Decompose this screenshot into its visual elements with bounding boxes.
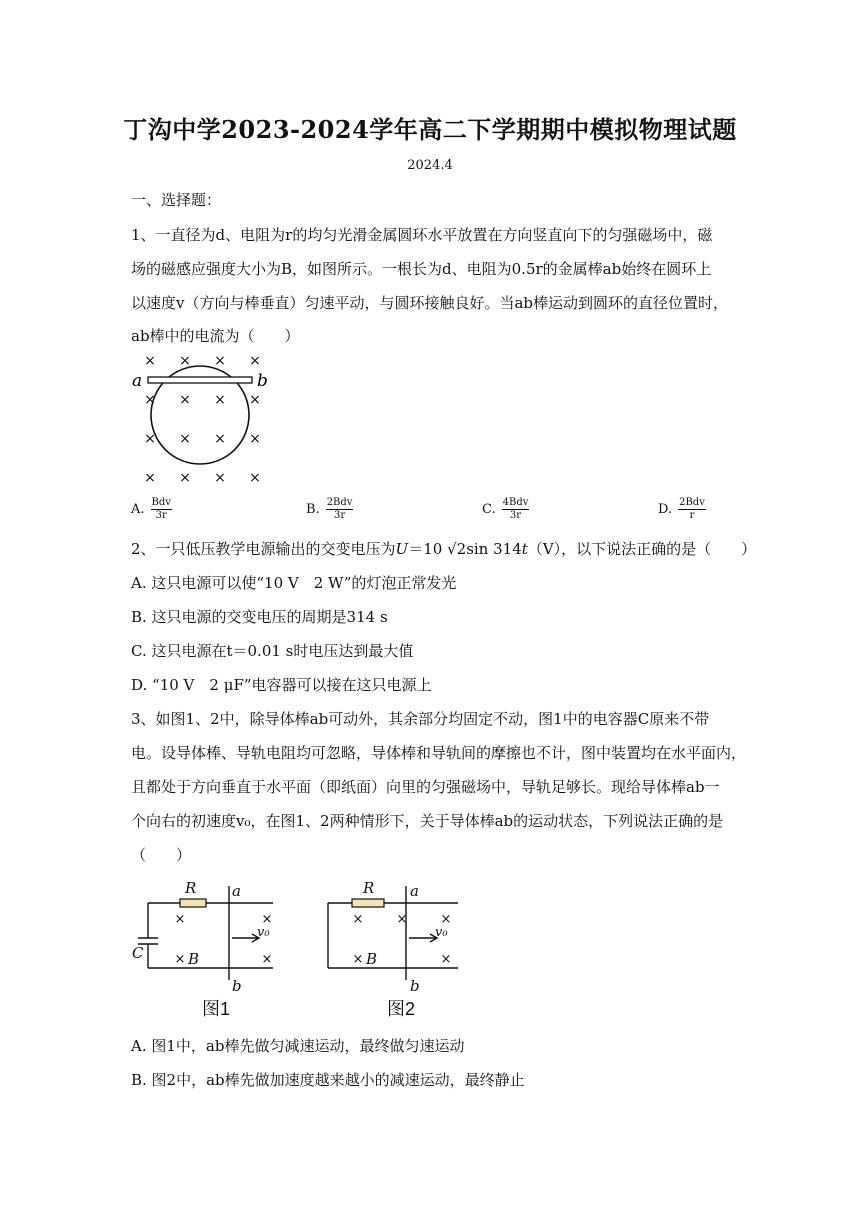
- metal-rod: [148, 377, 252, 383]
- svg-text:C: C: [132, 944, 144, 962]
- q3-stem-line-2: 电。设导体棒、导轨电阻均可忽略，导体棒和导轨间的摩擦也不计，图中装置均在水平面内，: [131, 744, 747, 762]
- field-mark: ×: [179, 470, 191, 486]
- field-mark: ×: [214, 392, 226, 408]
- q1-stem-line-1: 1、一直径为d、电阻为r的均匀光滑金属圆环水平放置在方向竖直向下的匀强磁场中，磁: [131, 226, 713, 244]
- q1-option-a: A. $\frac{\text{Bdv}}{3r}$: [131, 497, 171, 521]
- svg-text:a: a: [232, 882, 241, 900]
- field-mark: ×: [174, 952, 186, 967]
- field-mark: ×: [144, 353, 156, 369]
- q3-stem-line-4: 个向右的初速度v₀，在图1、2两种情形下，关于导体棒ab的运动状态，下列说法正确的是: [131, 812, 724, 830]
- field-mark: ×: [214, 431, 226, 447]
- svg-text:b: b: [232, 977, 242, 995]
- field-mark: ×: [249, 392, 261, 408]
- field-mark: ×: [174, 912, 186, 927]
- field-mark: ×: [249, 353, 261, 369]
- svg-text:b: b: [410, 977, 420, 995]
- q2-option-b: B. 这只电源的交变电压的周期是314 s: [131, 608, 388, 626]
- q2-option-a: A. 这只电源可以使“10 V 2 W”的灯泡正常发光: [131, 574, 457, 592]
- svg-text:v₀: v₀: [257, 925, 270, 940]
- svg-text:图2: 图2: [386, 999, 416, 1019]
- svg-text:B: B: [366, 950, 378, 968]
- svg-text:v₀: v₀: [435, 925, 448, 940]
- q1-option-d: D. $\frac{\text{2Bdv}}{r}$: [658, 497, 705, 521]
- q3-stem-line-3: 且都处于方向垂直于水平面（即纸面）向里的匀强磁场中，导轨足够长。现给导体棒ab一: [131, 778, 720, 796]
- field-mark: ×: [249, 470, 261, 486]
- q3-option-b: B. 图2中，ab棒先做加速度越来越小的减速运动，最终静止: [131, 1071, 525, 1089]
- field-mark: ×: [214, 353, 226, 369]
- exam-title: 丁沟中学2023-2024学年高二下学期期中模拟物理试题: [123, 115, 737, 144]
- q2-option-c: C. 这只电源在t＝0.01 s时电压达到最大值: [131, 642, 414, 660]
- field-mark: ×: [144, 470, 156, 486]
- field-mark: ×: [144, 392, 156, 408]
- q3-stem-line-5: （ ）: [131, 846, 192, 864]
- q1-option-b: B. $\frac{\text{2Bdv}}{3r}$: [306, 497, 353, 521]
- section-heading: 一、选择题：: [131, 191, 222, 209]
- q2-option-d: D. “10 V 2 μF”电容器可以接在这只电源上: [131, 676, 432, 694]
- field-mark: ×: [179, 431, 191, 447]
- q3-stem-line-1: 3、如图1、2中，除导体棒ab可动外，其余部分均固定不动，图1中的电容器C原来不带: [131, 710, 710, 728]
- field-mark: ×: [144, 431, 156, 447]
- q1-stem-line-2: 场的磁感应强度大小为B，如图所示。一根长为d、电阻为0.5r的金属棒ab始终在圆环上: [131, 260, 712, 278]
- rod-end-a: a: [132, 371, 143, 391]
- q3-figure-2: [318, 878, 468, 1023]
- field-mark: ×: [214, 470, 226, 486]
- field-mark: ×: [396, 912, 408, 927]
- svg-text:图1: 图1: [201, 999, 231, 1019]
- field-mark: ×: [352, 952, 364, 967]
- svg-text:R: R: [185, 879, 197, 897]
- q1-ring-figure: [128, 350, 278, 490]
- q3-option-a: A. 图1中，ab棒先做匀减速运动，最终做匀速运动: [131, 1037, 465, 1055]
- svg-text:R: R: [363, 879, 375, 897]
- svg-text:a: a: [410, 882, 419, 900]
- field-mark: ×: [261, 912, 273, 927]
- q1-stem-line-3: 以速度v（方向与棒垂直）匀速平动，与圆环接触良好。当ab棒运动到圆环的直径位置时，: [131, 294, 729, 312]
- exam-date: 2024.4: [407, 158, 453, 173]
- q2-stem: 2、一只低压教学电源输出的交变电压为U＝10 √2sin 314t（V），以下说法正确的是（ ）: [131, 540, 757, 558]
- svg-text:B: B: [188, 950, 200, 968]
- q1-stem-line-4: ab棒中的电流为（ ）: [131, 327, 300, 345]
- q3-figure-1: [128, 878, 278, 1023]
- field-mark: ×: [249, 431, 261, 447]
- field-mark: ×: [440, 952, 452, 967]
- field-mark: ×: [261, 952, 273, 967]
- field-mark: ×: [352, 912, 364, 927]
- rod-end-b: b: [257, 371, 268, 391]
- resistor-icon: [180, 899, 206, 907]
- field-mark: ×: [179, 353, 191, 369]
- resistor-icon: [352, 899, 384, 907]
- field-mark: ×: [440, 912, 452, 927]
- field-mark: ×: [179, 392, 191, 408]
- q1-option-c: C. $\frac{\text{4Bdv}}{3r}$: [482, 497, 529, 521]
